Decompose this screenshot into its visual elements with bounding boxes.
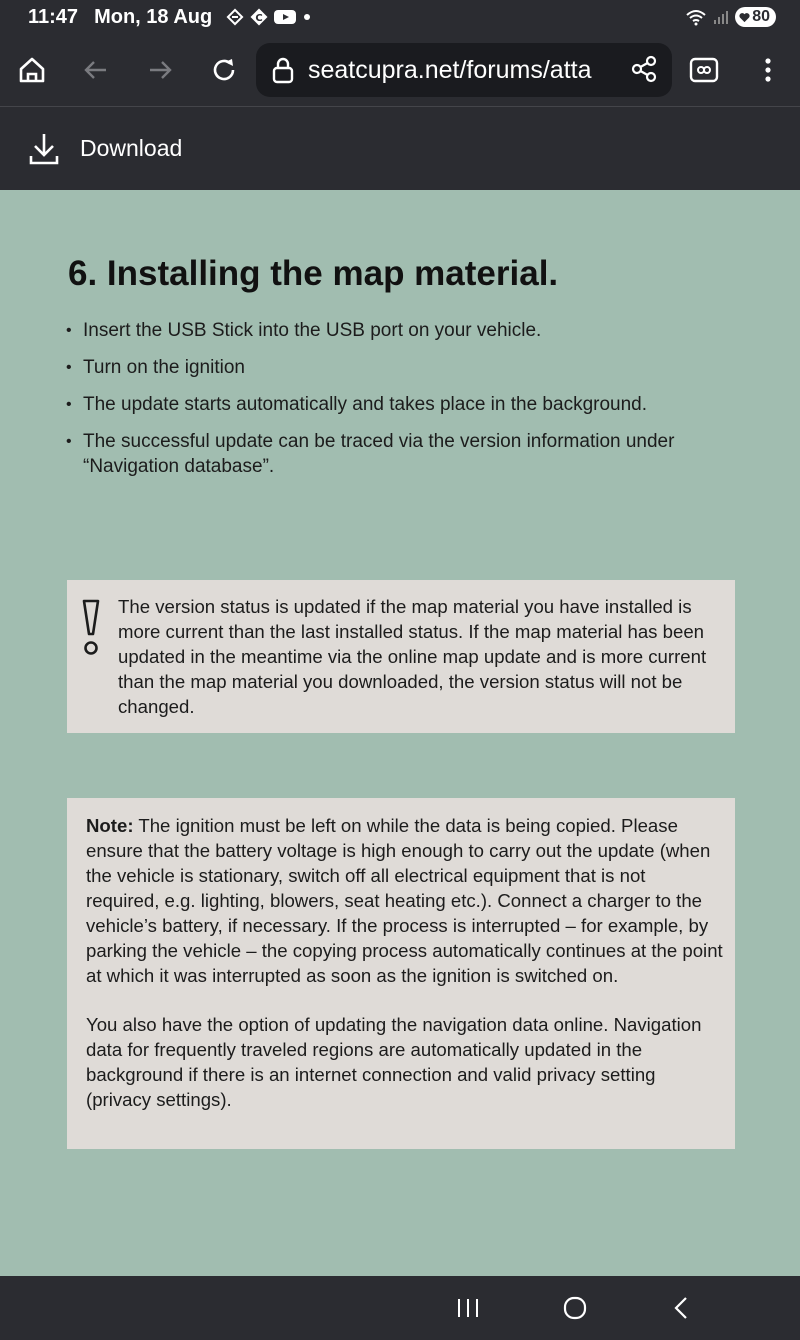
more-notifications-dot-icon — [302, 12, 312, 22]
note-text: The ignition must be left on while the data is being copied. Please ensure that the battery voltage is high enough to carry out the update (when the vehicle is stationary, switch off all electrical equipment that is not required, e.g. lighting, blowers, seat heating etc.). Connect a charger to the vehicle’s battery, if necessary. If the process is interrupted – for example, by parking the vehicle – the copying process automatically continues at the point at which it was interrupted as soon as the ignition is switched on. — [86, 815, 723, 986]
home-nav-button[interactable] — [555, 1288, 595, 1328]
note-label: Note: — [86, 815, 134, 836]
system-nav-bar — [0, 1276, 800, 1340]
download-label: Download — [80, 135, 183, 161]
battery-heart-icon — [739, 12, 750, 23]
warning-text: The version status is updated if the map material you have installed is more current than the last installed status. If the map material has been updated in the meantime via the online map update and is more current than the map material you downloaded, the version status will not be changed. — [118, 596, 707, 717]
exclamation-icon — [81, 598, 101, 660]
back-button[interactable] — [64, 38, 128, 102]
recents-icon — [456, 1297, 480, 1319]
arrow-left-icon — [82, 56, 110, 84]
infinity-tabs-icon — [689, 57, 719, 83]
steps-list — [66, 318, 706, 491]
download-button[interactable] — [0, 107, 800, 190]
status-time: 11:47 — [28, 5, 79, 28]
list-item: • The update starts automatically and takes place in the background. — [66, 392, 706, 417]
note-box — [67, 798, 735, 1149]
tabs-button[interactable] — [672, 38, 736, 102]
download-icon — [28, 131, 60, 167]
home-circle-icon — [563, 1296, 587, 1320]
menu-button[interactable] — [736, 38, 800, 102]
diamond-app-icon — [226, 8, 244, 26]
recents-button[interactable] — [448, 1288, 488, 1328]
more-vertical-icon — [764, 57, 772, 83]
status-bar — [0, 0, 800, 34]
list-item: • Insert the USB Stick into the USB port on your vehicle. — [66, 318, 706, 343]
battery-indicator — [735, 7, 776, 27]
list-item: • The successful update can be traced via the version information under “Navigation database”. — [66, 429, 706, 479]
browser-toolbar — [0, 34, 800, 106]
share-icon — [630, 55, 658, 83]
pdf-page — [0, 190, 800, 1276]
battery-level: 80 — [752, 8, 770, 25]
note-paragraph-2: You also have the option of updating the navigation data online. Navigation data for frequently traveled regions are automatically updated in the background if there is an internet connection and valid privacy setting (privacy settings). — [86, 1014, 702, 1110]
address-bar[interactable] — [256, 43, 672, 97]
warning-box — [67, 580, 735, 733]
youtube-icon — [274, 9, 296, 25]
status-date: Mon, 18 Aug — [94, 5, 213, 28]
reload-button[interactable] — [192, 38, 256, 102]
wifi-icon — [685, 8, 707, 26]
notification-icons — [226, 8, 312, 26]
back-nav-button[interactable] — [661, 1288, 701, 1328]
signal-icon — [713, 9, 729, 25]
reload-icon — [209, 55, 239, 85]
chevron-left-icon — [673, 1296, 689, 1320]
cheddar-app-icon — [250, 8, 268, 26]
url-text[interactable]: seatcupra.net/forums/atta — [308, 55, 592, 84]
section-title: 6. Installing the map material. — [68, 254, 559, 293]
share-button[interactable] — [630, 55, 658, 88]
note-paragraph — [86, 813, 723, 988]
arrow-right-icon — [146, 56, 174, 84]
home-button[interactable] — [0, 38, 64, 102]
list-item: • Turn on the ignition — [66, 355, 706, 380]
forward-button[interactable] — [128, 38, 192, 102]
svg-text:C: C — [255, 13, 263, 24]
home-icon — [17, 55, 47, 85]
lock-icon[interactable] — [272, 56, 294, 84]
